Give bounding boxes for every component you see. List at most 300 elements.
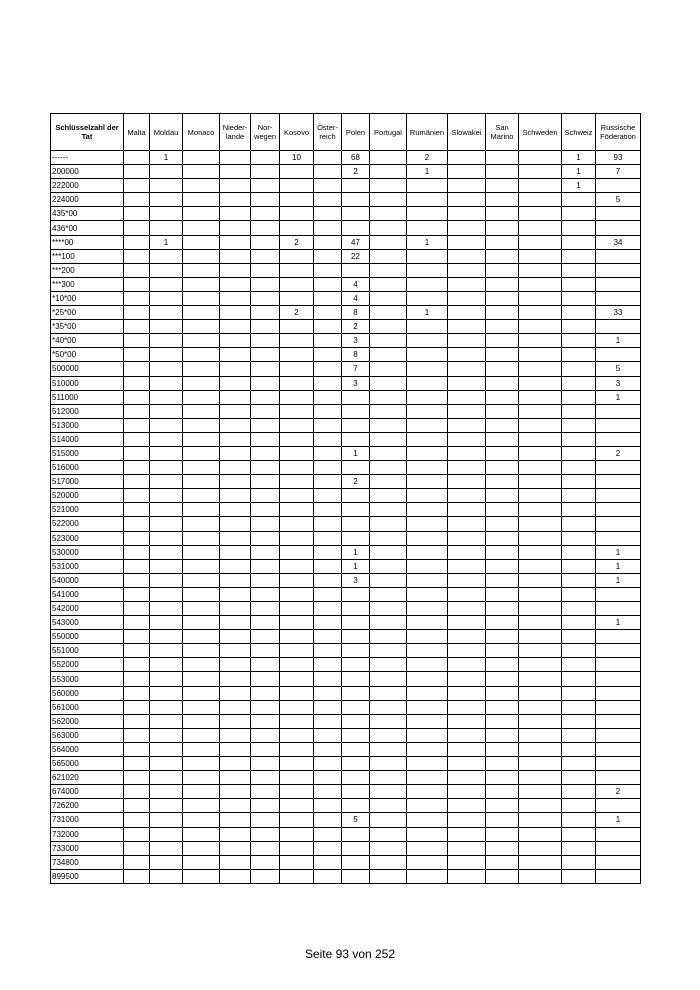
- count-cell: [370, 545, 407, 559]
- count-cell: [519, 700, 562, 714]
- count-cell: [342, 390, 370, 404]
- count-cell: 3: [342, 334, 370, 348]
- count-cell: [448, 277, 486, 291]
- count-cell: [314, 587, 342, 601]
- count-cell: [124, 686, 150, 700]
- count-cell: [448, 644, 486, 658]
- count-cell: [251, 207, 280, 221]
- count-cell: [370, 630, 407, 644]
- count-cell: [183, 672, 220, 686]
- count-cell: [407, 376, 448, 390]
- table-row: [51, 165, 641, 179]
- count-cell: [519, 517, 562, 531]
- row-key-cell: 514000: [51, 432, 124, 446]
- count-cell: [183, 193, 220, 207]
- count-cell: [251, 644, 280, 658]
- count-cell: [220, 151, 251, 165]
- count-cell: [150, 855, 183, 869]
- count-cell: [280, 827, 314, 841]
- count-cell: [124, 658, 150, 672]
- count-cell: [150, 587, 183, 601]
- count-cell: [562, 672, 596, 686]
- count-cell: [519, 644, 562, 658]
- count-cell: [519, 827, 562, 841]
- count-cell: 1: [342, 446, 370, 460]
- count-cell: [486, 461, 519, 475]
- row-key-cell: 899500: [51, 869, 124, 883]
- count-cell: [124, 771, 150, 785]
- count-cell: [220, 404, 251, 418]
- count-cell: [220, 263, 251, 277]
- count-cell: [280, 658, 314, 672]
- count-cell: 1: [342, 559, 370, 573]
- count-cell: [448, 221, 486, 235]
- count-cell: [486, 193, 519, 207]
- count-cell: [448, 475, 486, 489]
- row-key-cell: 565000: [51, 757, 124, 771]
- row-key-cell: 222000: [51, 179, 124, 193]
- table-row: [51, 446, 641, 460]
- count-cell: [183, 179, 220, 193]
- count-cell: [407, 179, 448, 193]
- table-row: [51, 461, 641, 475]
- count-cell: [251, 616, 280, 630]
- count-cell: [251, 235, 280, 249]
- count-cell: 2: [280, 235, 314, 249]
- count-cell: [407, 545, 448, 559]
- count-cell: [407, 432, 448, 446]
- count-cell: [251, 785, 280, 799]
- count-cell: [280, 489, 314, 503]
- count-cell: [183, 291, 220, 305]
- count-cell: [596, 672, 641, 686]
- count-cell: [251, 517, 280, 531]
- row-key-cell: 541000: [51, 587, 124, 601]
- count-cell: [220, 165, 251, 179]
- column-header-key: Schlüsselzahl der Tat: [51, 114, 124, 151]
- count-cell: [562, 700, 596, 714]
- count-cell: 1: [562, 179, 596, 193]
- table-row: [51, 249, 641, 263]
- count-cell: [370, 334, 407, 348]
- count-cell: [519, 263, 562, 277]
- count-cell: [448, 263, 486, 277]
- count-cell: [562, 263, 596, 277]
- count-cell: [314, 785, 342, 799]
- row-key-cell: ****00: [51, 235, 124, 249]
- count-cell: [596, 869, 641, 883]
- count-cell: [314, 165, 342, 179]
- count-cell: [562, 827, 596, 841]
- table-row: [51, 306, 641, 320]
- column-header-country: Kosovo: [280, 114, 314, 151]
- count-cell: [220, 517, 251, 531]
- count-cell: [519, 193, 562, 207]
- count-cell: [407, 404, 448, 418]
- count-cell: [342, 263, 370, 277]
- count-cell: [280, 545, 314, 559]
- count-cell: [150, 573, 183, 587]
- count-cell: [251, 771, 280, 785]
- count-cell: [519, 249, 562, 263]
- count-cell: [342, 799, 370, 813]
- row-key-cell: 560000: [51, 686, 124, 700]
- count-cell: [314, 446, 342, 460]
- count-cell: [519, 728, 562, 742]
- count-cell: [183, 813, 220, 827]
- count-cell: [407, 291, 448, 305]
- column-header-country: Schweiz: [562, 114, 596, 151]
- count-cell: [596, 348, 641, 362]
- count-cell: [370, 531, 407, 545]
- count-cell: [251, 348, 280, 362]
- count-cell: [251, 418, 280, 432]
- count-cell: [251, 700, 280, 714]
- count-cell: [596, 644, 641, 658]
- count-cell: [150, 306, 183, 320]
- count-cell: [314, 531, 342, 545]
- count-cell: [562, 193, 596, 207]
- count-cell: [519, 362, 562, 376]
- count-cell: [150, 334, 183, 348]
- count-cell: [448, 362, 486, 376]
- count-cell: [183, 489, 220, 503]
- count-cell: [519, 799, 562, 813]
- count-cell: [448, 320, 486, 334]
- count-cell: [183, 771, 220, 785]
- table-row: [51, 827, 641, 841]
- table-row: [51, 390, 641, 404]
- count-cell: [370, 672, 407, 686]
- count-cell: [486, 799, 519, 813]
- count-cell: [280, 517, 314, 531]
- count-cell: [448, 771, 486, 785]
- count-cell: [448, 559, 486, 573]
- count-cell: [486, 320, 519, 334]
- table-row: [51, 475, 641, 489]
- count-cell: [370, 263, 407, 277]
- count-cell: 5: [596, 362, 641, 376]
- row-key-cell: 550000: [51, 630, 124, 644]
- count-cell: [562, 475, 596, 489]
- count-cell: [183, 700, 220, 714]
- count-cell: 7: [596, 165, 641, 179]
- count-cell: [251, 179, 280, 193]
- count-cell: [124, 813, 150, 827]
- count-cell: [407, 869, 448, 883]
- count-cell: [342, 531, 370, 545]
- row-key-cell: 513000: [51, 418, 124, 432]
- row-key-cell: 510000: [51, 376, 124, 390]
- row-key-cell: 621020: [51, 771, 124, 785]
- row-key-cell: 531000: [51, 559, 124, 573]
- count-cell: [486, 151, 519, 165]
- count-cell: [124, 531, 150, 545]
- count-cell: [342, 869, 370, 883]
- count-cell: [486, 418, 519, 432]
- count-cell: [342, 489, 370, 503]
- count-cell: [562, 742, 596, 756]
- count-cell: [448, 813, 486, 827]
- count-cell: [251, 658, 280, 672]
- count-cell: [486, 306, 519, 320]
- count-cell: [562, 306, 596, 320]
- count-cell: [486, 841, 519, 855]
- count-cell: [280, 291, 314, 305]
- count-cell: [124, 334, 150, 348]
- count-cell: [150, 686, 183, 700]
- row-key-cell: 523000: [51, 531, 124, 545]
- count-cell: [448, 151, 486, 165]
- count-cell: [370, 799, 407, 813]
- count-cell: [342, 686, 370, 700]
- count-cell: [342, 785, 370, 799]
- count-cell: [220, 785, 251, 799]
- count-cell: [407, 855, 448, 869]
- count-cell: [562, 785, 596, 799]
- count-cell: [596, 263, 641, 277]
- table-row: [51, 559, 641, 573]
- count-cell: [124, 799, 150, 813]
- count-cell: [314, 348, 342, 362]
- count-cell: [407, 207, 448, 221]
- table-row: [51, 489, 641, 503]
- count-cell: [220, 249, 251, 263]
- count-cell: [150, 432, 183, 446]
- table-row: [51, 799, 641, 813]
- count-cell: [519, 432, 562, 446]
- count-cell: [562, 771, 596, 785]
- row-key-cell: 543000: [51, 616, 124, 630]
- count-cell: [562, 616, 596, 630]
- count-cell: [124, 503, 150, 517]
- count-cell: 68: [342, 151, 370, 165]
- count-cell: [407, 334, 448, 348]
- count-cell: [183, 573, 220, 587]
- count-cell: [407, 559, 448, 573]
- count-cell: [448, 432, 486, 446]
- count-cell: 2: [407, 151, 448, 165]
- count-cell: [519, 165, 562, 179]
- count-cell: [370, 728, 407, 742]
- count-cell: [150, 277, 183, 291]
- count-cell: [486, 165, 519, 179]
- row-key-cell: 734800: [51, 855, 124, 869]
- count-cell: [596, 757, 641, 771]
- count-cell: [220, 658, 251, 672]
- count-cell: [519, 855, 562, 869]
- count-cell: [251, 686, 280, 700]
- count-cell: [251, 827, 280, 841]
- count-cell: [220, 841, 251, 855]
- count-cell: [407, 418, 448, 432]
- count-cell: [150, 517, 183, 531]
- count-cell: [183, 334, 220, 348]
- count-cell: [448, 390, 486, 404]
- count-cell: [486, 869, 519, 883]
- count-cell: [519, 179, 562, 193]
- count-cell: 2: [342, 320, 370, 334]
- count-cell: [220, 799, 251, 813]
- count-cell: [280, 700, 314, 714]
- count-cell: [370, 207, 407, 221]
- count-cell: [150, 545, 183, 559]
- count-cell: [562, 545, 596, 559]
- count-cell: [486, 757, 519, 771]
- count-cell: [370, 700, 407, 714]
- count-cell: [407, 841, 448, 855]
- count-cell: [220, 672, 251, 686]
- count-cell: [370, 559, 407, 573]
- count-cell: [251, 742, 280, 756]
- count-cell: [251, 446, 280, 460]
- count-cell: [150, 813, 183, 827]
- count-cell: [183, 432, 220, 446]
- count-cell: [183, 362, 220, 376]
- count-cell: [448, 686, 486, 700]
- count-cell: [280, 362, 314, 376]
- count-cell: [486, 658, 519, 672]
- count-cell: [448, 630, 486, 644]
- count-cell: [448, 841, 486, 855]
- count-cell: [370, 573, 407, 587]
- count-cell: [220, 813, 251, 827]
- count-cell: [407, 742, 448, 756]
- count-cell: [220, 362, 251, 376]
- count-cell: [448, 616, 486, 630]
- column-header-country: Russische Föderation: [596, 114, 641, 151]
- table-row: [51, 531, 641, 545]
- count-cell: [342, 587, 370, 601]
- count-cell: 10: [280, 151, 314, 165]
- count-cell: [280, 855, 314, 869]
- count-cell: [486, 630, 519, 644]
- count-cell: [124, 263, 150, 277]
- count-cell: [314, 320, 342, 334]
- count-cell: [220, 757, 251, 771]
- count-cell: [150, 207, 183, 221]
- count-cell: [486, 700, 519, 714]
- table-row: [51, 404, 641, 418]
- count-cell: [448, 531, 486, 545]
- count-cell: [519, 813, 562, 827]
- table-row: [51, 771, 641, 785]
- count-cell: [562, 757, 596, 771]
- table-row: [51, 418, 641, 432]
- count-cell: [220, 461, 251, 475]
- count-cell: [280, 320, 314, 334]
- count-cell: [124, 672, 150, 686]
- count-cell: [562, 320, 596, 334]
- count-cell: [314, 334, 342, 348]
- count-cell: [519, 489, 562, 503]
- count-cell: [251, 855, 280, 869]
- column-header-country: Portugal: [370, 114, 407, 151]
- count-cell: [280, 503, 314, 517]
- count-cell: [150, 221, 183, 235]
- count-cell: [314, 489, 342, 503]
- count-cell: [124, 446, 150, 460]
- count-cell: [407, 249, 448, 263]
- count-cell: [150, 672, 183, 686]
- count-cell: [342, 742, 370, 756]
- count-cell: [448, 306, 486, 320]
- count-cell: [486, 616, 519, 630]
- count-cell: [183, 348, 220, 362]
- count-cell: [220, 390, 251, 404]
- count-cell: [220, 235, 251, 249]
- count-cell: [150, 700, 183, 714]
- count-cell: [183, 602, 220, 616]
- count-cell: [407, 587, 448, 601]
- count-cell: [251, 531, 280, 545]
- count-cell: [251, 165, 280, 179]
- count-cell: [220, 587, 251, 601]
- count-cell: [342, 404, 370, 418]
- row-key-cell: 516000: [51, 461, 124, 475]
- count-cell: [280, 461, 314, 475]
- count-cell: [407, 517, 448, 531]
- count-cell: [486, 277, 519, 291]
- count-cell: [596, 827, 641, 841]
- count-cell: [314, 390, 342, 404]
- count-cell: [251, 587, 280, 601]
- count-cell: [314, 503, 342, 517]
- count-cell: [562, 348, 596, 362]
- count-cell: [370, 446, 407, 460]
- count-cell: [314, 827, 342, 841]
- count-cell: [220, 348, 251, 362]
- count-cell: [220, 418, 251, 432]
- count-cell: 1: [596, 813, 641, 827]
- count-cell: [150, 320, 183, 334]
- row-key-cell: 517000: [51, 475, 124, 489]
- count-cell: 2: [280, 306, 314, 320]
- count-cell: 1: [596, 334, 641, 348]
- count-cell: [220, 616, 251, 630]
- row-key-cell: 564000: [51, 742, 124, 756]
- count-cell: [183, 785, 220, 799]
- table-row: [51, 616, 641, 630]
- count-cell: [314, 306, 342, 320]
- count-cell: [370, 291, 407, 305]
- count-cell: [407, 672, 448, 686]
- count-cell: [370, 785, 407, 799]
- row-key-cell: 515000: [51, 446, 124, 460]
- count-cell: [251, 306, 280, 320]
- count-cell: 3: [342, 573, 370, 587]
- count-cell: [342, 644, 370, 658]
- count-cell: [370, 249, 407, 263]
- count-cell: [407, 573, 448, 587]
- count-cell: [280, 573, 314, 587]
- table-row: [51, 151, 641, 165]
- count-cell: [150, 841, 183, 855]
- column-header-country: San Marino: [486, 114, 519, 151]
- count-cell: [407, 813, 448, 827]
- table-header-row: [51, 114, 641, 151]
- count-cell: [314, 362, 342, 376]
- count-cell: [280, 799, 314, 813]
- count-cell: [562, 559, 596, 573]
- count-cell: 2: [342, 475, 370, 489]
- count-cell: [220, 291, 251, 305]
- count-cell: [342, 503, 370, 517]
- count-cell: [220, 714, 251, 728]
- count-cell: [519, 545, 562, 559]
- count-cell: [370, 813, 407, 827]
- count-cell: [150, 827, 183, 841]
